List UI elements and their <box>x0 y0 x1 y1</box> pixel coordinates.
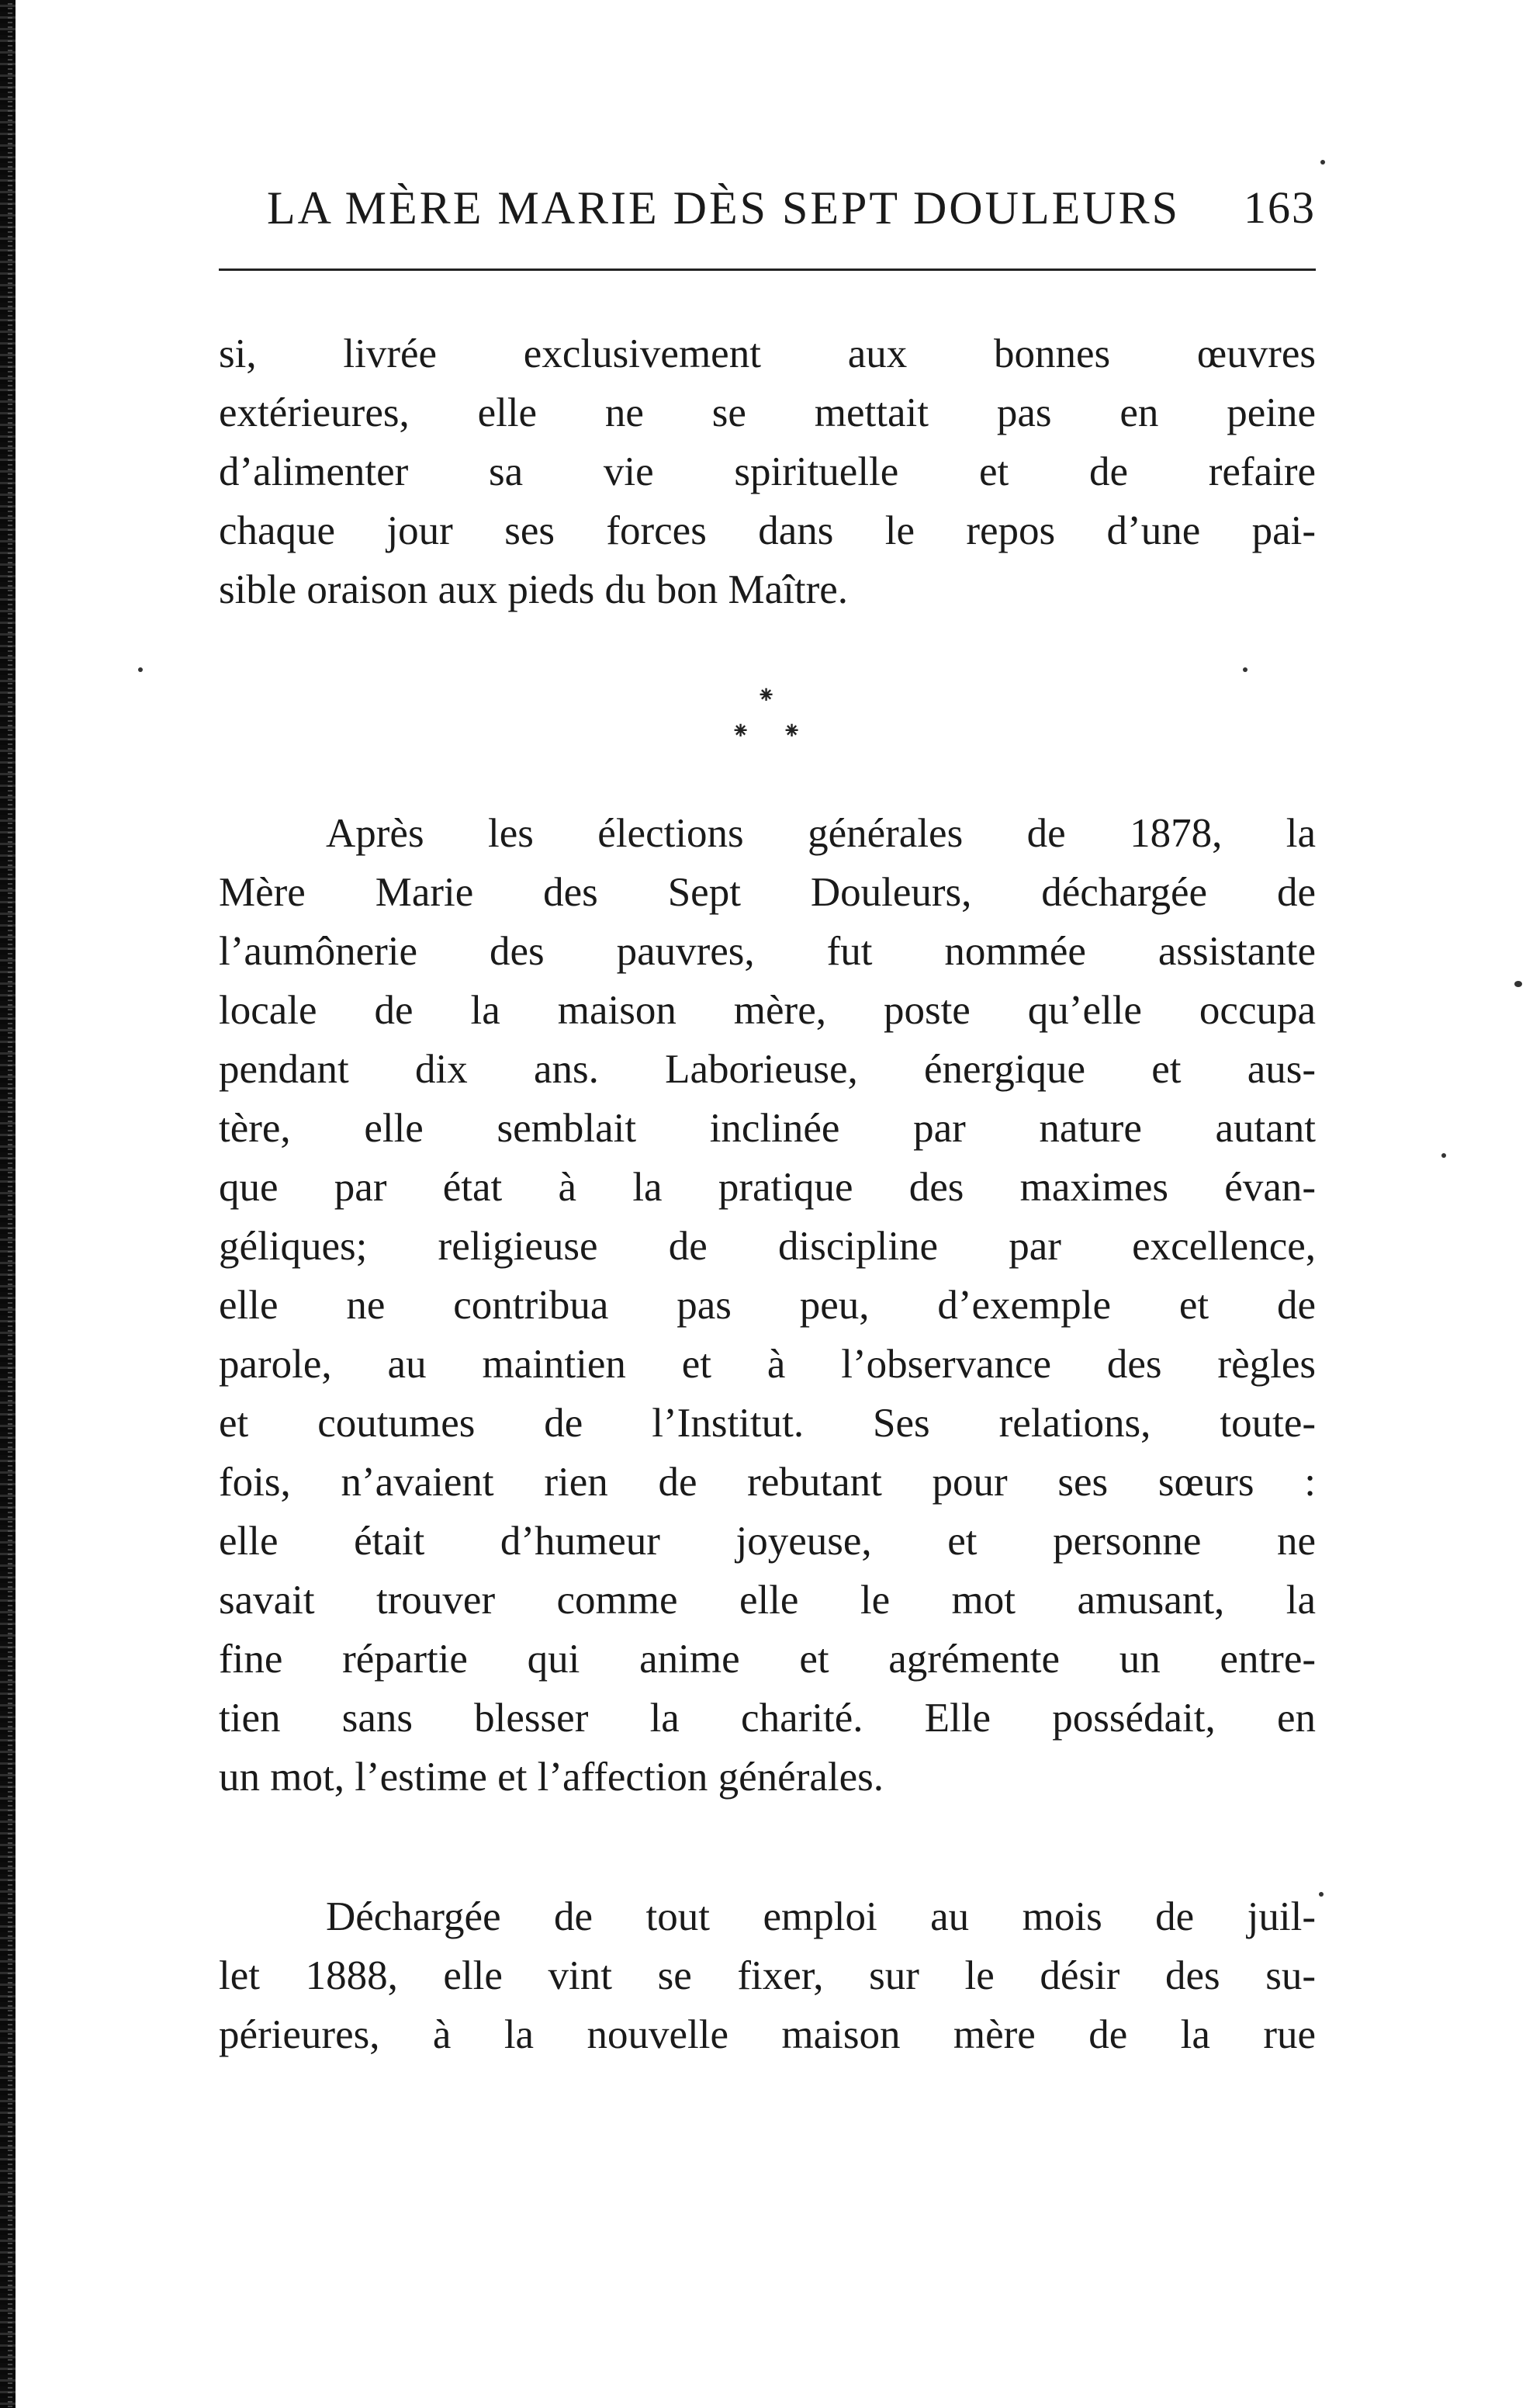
scan-speck <box>1441 1153 1446 1158</box>
text-line: un mot, l’estime et l’affection générales. <box>219 1755 884 1800</box>
paragraph <box>219 804 1316 1807</box>
text-line: chaque jour ses forces dans le repos d’une pai- <box>219 508 1316 553</box>
scan-speck <box>138 667 143 672</box>
paragraph-continued <box>219 324 1316 619</box>
text-line: Mère Marie des Sept Douleurs, déchargée de <box>219 870 1316 915</box>
scan-speck <box>1243 667 1248 672</box>
text-line: savait trouver comme elle le mot amusant, la <box>219 1578 1316 1623</box>
text-line: Après les élections générales de 1878, la <box>326 811 1316 856</box>
text-line: elle ne contribua pas peu, d’exemple et de <box>219 1283 1316 1328</box>
text-line: géliques; religieuse de discipline par excellence, <box>219 1224 1316 1269</box>
text-line: locale de la maison mère, poste qu’elle occupa <box>219 988 1316 1033</box>
text-line: d’alimenter sa vie spirituelle et de refaire <box>219 449 1316 494</box>
text-line: sible oraison aux pieds du bon Maître. <box>219 567 849 612</box>
text-line: l’aumônerie des pauvres, fut nommée assistante <box>219 929 1316 974</box>
scan-speck <box>1320 160 1325 165</box>
page-number: 163 <box>1244 182 1316 233</box>
scan-speck <box>1514 981 1522 987</box>
text-line: pendant dix ans. Laborieuse, énergique et aus- <box>219 1047 1316 1092</box>
running-head <box>219 172 1316 242</box>
text-line: périeures, à la nouvelle maison mère de la rue <box>219 2012 1316 2057</box>
text-line: let 1888, elle vint se fixer, sur le désir des su- <box>219 1953 1316 1998</box>
running-title: LA MÈRE MARIE DÈS SEPT DOULEURS <box>267 182 1180 234</box>
page-binding-edge <box>0 0 16 2408</box>
text-line: fois, n’avaient rien de rebutant pour ses sœurs : <box>219 1460 1316 1505</box>
asterism-star: ⁕ <box>756 682 777 709</box>
paragraph <box>219 1887 1316 2064</box>
text-line: parole, au maintien et à l’observance des règles <box>219 1342 1316 1387</box>
text-line: tien sans blesser la charité. Elle possédait, en <box>219 1696 1316 1741</box>
text-line: elle était d’humeur joyeuse, et personne ne <box>219 1519 1316 1564</box>
header-rule <box>219 269 1316 271</box>
text-line: que par état à la pratique des maximes évan- <box>219 1165 1316 1210</box>
asterism-star: ⁕ <box>731 718 751 745</box>
scan-speck <box>1319 1892 1324 1897</box>
text-line: Déchargée de tout emploi au mois de juil- <box>326 1894 1316 1939</box>
text-line: fine répartie qui anime et agrémente un entre- <box>219 1637 1316 1682</box>
text-line: tère, elle semblait inclinée par nature autant <box>219 1106 1316 1151</box>
section-break-asterism <box>722 675 815 761</box>
text-line: extérieures, elle ne se mettait pas en peine <box>219 390 1316 435</box>
asterism-star: ⁕ <box>782 718 802 745</box>
text-line: et coutumes de l’Institut. Ses relations, toute- <box>219 1401 1316 1446</box>
text-line: si, livrée exclusivement aux bonnes œuvres <box>219 331 1316 376</box>
